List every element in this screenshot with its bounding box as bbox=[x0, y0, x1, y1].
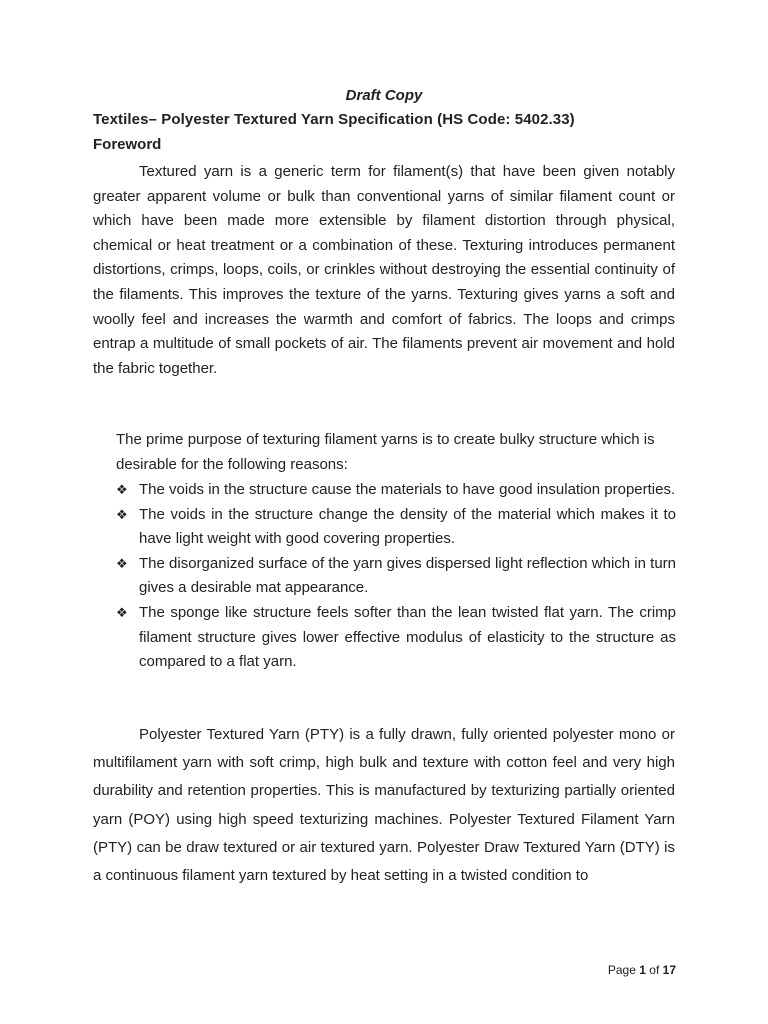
draft-label: Draft Copy bbox=[345, 87, 423, 104]
paragraph-foreword: Textured yarn is a generic term for filament(s) that have been given notably greater apparent volume or bulk than conventional yarns of similar filament count or which have been made more extensible by filament distortion through physical, chemical or heat treatment or a combination of these. Texturing introduces permanent distortions, crimps, loops, coils, or crinkles without destroying the essential continuity of the filaments. This improves the texture of the yarns. Texturing gives yarns a soft and woolly feel and increases the warmth and comfort of fabrics. The loops and crimps entrap a multitude of small pockets of air. The filaments prevent air movement and hold the fabric together. bbox=[93, 163, 675, 377]
total-pages: 17 bbox=[662, 963, 676, 977]
paragraph-purpose: The prime purpose of texturing filament yarns is to create bulky structure which is desirable for the following reasons: bbox=[116, 431, 655, 473]
diamond-bullet-icon: ❖ bbox=[116, 482, 128, 497]
of-word: of bbox=[649, 963, 660, 977]
list-item-text: The voids in the structure change the density of the material which makes it to have light weight with good covering properties. bbox=[139, 505, 676, 548]
reasons-list bbox=[116, 478, 676, 675]
list-item-text: The voids in the structure cause the materials to have good insulation properties. bbox=[139, 481, 676, 498]
paragraph-pty: Polyester Textured Yarn (PTY) is a fully drawn, fully oriented polyester mono or multifilament yarn with soft crimp, high bulk and texture with cotton feel and very high durability and retention properties. This is manufactured by texturizing partially oriented yarn (POY) using high speed texturizing machines. Polyester Textured Filament Yarn (PTY) can be draw textured or air textured yarn. Polyester Draw Textured Yarn (DTY) is a continuous filament yarn textured by heat setting in a twisted condition to bbox=[93, 726, 675, 885]
list-item-text: The sponge like structure feels softer than the lean twisted flat yarn. The crimp filament structure gives lower effective modulus of elasticity to the structure as compared to a flat yarn. bbox=[139, 603, 676, 671]
document-title: Textiles– Polyester Textured Yarn Specification (HS Code: 5402.33) bbox=[93, 111, 575, 128]
diamond-bullet-icon: ❖ bbox=[116, 555, 128, 571]
list-item bbox=[116, 503, 676, 552]
diamond-bullet-icon: ❖ bbox=[116, 506, 128, 522]
list-item bbox=[116, 552, 676, 601]
page-word: Page bbox=[607, 963, 636, 977]
section-heading: Foreword bbox=[93, 136, 162, 153]
page-footer bbox=[608, 963, 676, 977]
list-item bbox=[116, 478, 676, 503]
list-item bbox=[116, 601, 676, 675]
list-item-text: The disorganized surface of the yarn gives dispersed light reflection which in turn gives a desirable mat appearance. bbox=[139, 554, 676, 597]
diamond-bullet-icon: ❖ bbox=[116, 604, 128, 620]
page-number: 1 bbox=[639, 963, 646, 977]
